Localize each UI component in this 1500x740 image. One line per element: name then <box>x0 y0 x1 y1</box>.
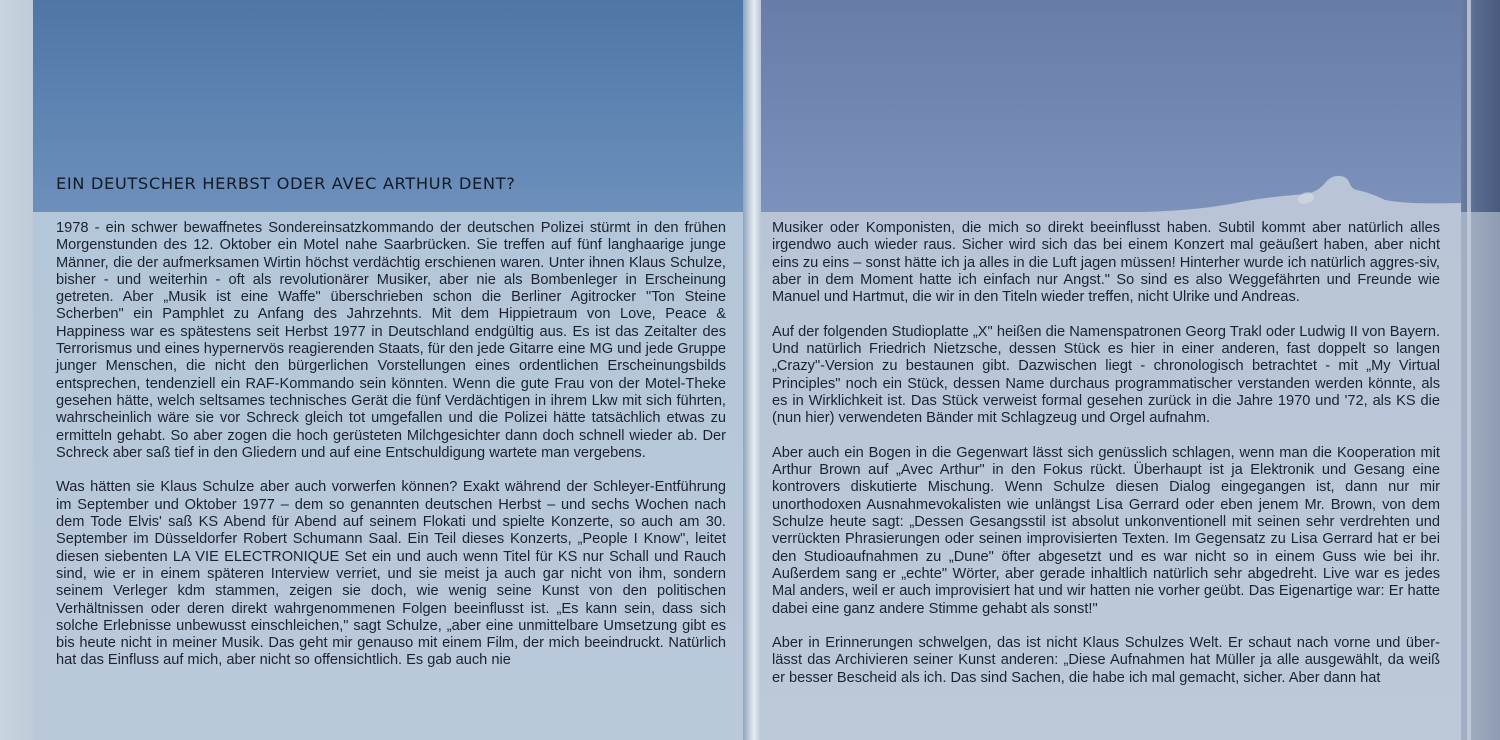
paragraph: Musiker oder Komponisten, die mich so direkt beeinflusst haben. Subtil kommt aber natürlich alles irgendwo auch wieder raus. Sicher wird sich das bei einem Konzert mal geäußert haben, aber nicht eins zu eins – sonst hätte ich ja alles in die Luft jagen müssen! Hinterher wurde ich natürlich aggres-siv, aber in dem Moment hatte ich einfach nur Angst." So sind es also Weggefährten und Freunde wie Manuel und Hartmut, die wir in den Titeln wieder treffen, nicht Ulrike und Andreas. <box>772 220 1440 306</box>
right-text-column <box>772 220 1440 704</box>
booklet-spread <box>33 0 1500 740</box>
booklet-cover-edge <box>1461 0 1500 740</box>
left-text-column <box>56 220 726 687</box>
paragraph: Aber auch ein Bogen in die Gegenwart lässt sich genüsslich schlagen, wenn man die Kooperation mit Arthur Brown auf „Avec Arthur" in den Fokus rückt. Überhaupt ist ja Elektronik und Gesang eine kontrovers diskutierte Mischung. Wenn Schulze diesen Dialog eingegangen ist, dann nur mir unorthodoxen Ausnahmevokalisten wie unlängst Lisa Gerrard oder eben jenem Mr. Brown, von dem Schulze heute sagt: „Dessen Gesangsstil ist absolut unkonventionell mit seinen sehr verdrehten und verrückten Phrasierungen oder seinen improvisierten Texten. Im Gegensatz zu Lisa Gerrard hat er bei den Studioaufnahmen zu „Dune" öfter abgesetzt und es war nicht so in einem Guss wie bei ihr. Außerdem sang er „echte" Wörter, aber gerade inhaltlich natürlich sehr abgedreht. Live war es jedes Mal anders, weil er auch improvisiert hat und wir hatten nie vorher geübt. Das Eigenartige war: Er hatte dabei eine ganz andere Stimme gehabt als sonst!" <box>772 444 1440 617</box>
center-fold <box>743 0 763 740</box>
booklet-left-edge <box>0 0 33 740</box>
paragraph: Auf der folgenden Studioplatte „X" heißen die Namenspatronen Georg Trakl oder Ludwig II von Bayern. Und natürlich Friedrich Nietzsche, dessen Stück es hier in einer anderen, fast doppelt so langen „Crazy"-Version zu bestaunen gibt. Dazwischen liegt - chronologisch betrachtet - mit „My Virtual Principles" noch ein Stück, dessen Name durchaus programmatischer verstanden werden könnte, als es in Wirklichkeit ist. Das Stück verweist formal gesehen zurück in die Jahre 1970 und '72, als KS die (nun hier) verwendeten Bänder mit Schlagzeug und Orgel aufnahm. <box>772 323 1440 427</box>
paragraph: 1978 - ein schwer bewaffnetes Sondereinsatzkommando der deutschen Polizei stürmt in den frühen Morgenstunden des 12. Oktober ein Motel nahe Saarbrücken. Sie treffen auf fünf langhaarige junge Männer, die der aufmerksamen Wirtin höchst verdächtig erschienen waren. Unter ihnen Klaus Schulze, bisher - und weiterhin - oft als revolutionärer Musiker, aber nie als Bombenleger in Erscheinung getreten. Aber „Musik ist eine Waffe" überschrieben schon die Berliner Agitrocker "Ton Steine Scherben" ein Pamphlet zu Anfang des Jahrzehnts. Mit dem Hippietraum von Love, Peace & Happiness war es spätestens seit Herbst 1977 in Deutschland endgültig aus. Es ist das Zeitalter des Terrorismus und eines hypernervös reagierenden Staats, für den jede Gitarre eine MG und jede Gruppe junger Menschen, die nicht den bürgerlichen Vorstellungen eines ordentlichen Erscheinungsbilds entsprechen, tendenziell ein RAF-Kommando sein könnten. Wenn die gute Frau von der Motel-Theke gesehen hätte, welch seltsames technisches Gerät die fünf Verdächtigen in ihrem Lkw mit sich führten, wahrscheinlich wäre sie vor Schreck gleich tot umgefallen und die Polizei hätte tatsächlich etwas zu ermitteln gehabt. So aber zogen die hoch gerüsteten Milchgesichter dann doch schnell wieder ab. Der Schreck aber saß tief in den Gliedern und auf eine Entschuldigung wartete man vergebens. <box>56 220 726 461</box>
paragraph: Was hätten sie Klaus Schulze aber auch vorwerfen können? Exakt während der Schleyer-Entführung im September und Oktober 1977 – dem so genannten deutschen Herbst – und sechs Wochen nach dem Tode Elvis' saß KS Abend für Abend auf seinem Flokati und spielte Konzerte, so auch am 30. September im Düsseldorfer Robert Schumann Saal. Ein Teil dieses Konzerts, „People I Know", leitet diesen siebenten LA VIE ELECTRONIQUE Set ein und auch wenn Titel für KS nur Schall und Rauch sind, wie er in einem späteren Interview verriet, und sie meist ja auch gar nicht von ihm, sondern seinem Verleger kdm stammen, zeigen sie doch, wie wenig seine Kunst von den politischen Verhältnissen oder deren direkt wahrgenommenen Folgen beeinflusst ist. „Es kann sein, dass sich solche Erlebnisse unbewusst einschleichen," sagt Schulze, „aber eine unmittelbare Umsetzung gibt es bis heute nicht in meiner Musik. Das geht mir genauso mit einem Film, der mich beeindruckt. Natürlich hat das Einfluss auf mich, aber nicht so offensichtlich. Es gab auch nie <box>56 479 726 669</box>
paragraph: Aber in Erinnerungen schwelgen, das ist nicht Klaus Schulzes Welt. Er schaut nach vorne und über-lässt das Archivieren seiner Kunst anderen: „Diese Aufnahmen hat Müller ja alle ausgewählt, da weiß er besser Bescheid als ich. Das sind Sachen, die habe ich mal gemacht, sicher. Aber dann hat <box>772 635 1440 686</box>
cover-edge-strip <box>1467 0 1471 740</box>
article-heading: EIN DEUTSCHER HERBST ODER AVEC ARTHUR DENT? <box>56 174 516 193</box>
